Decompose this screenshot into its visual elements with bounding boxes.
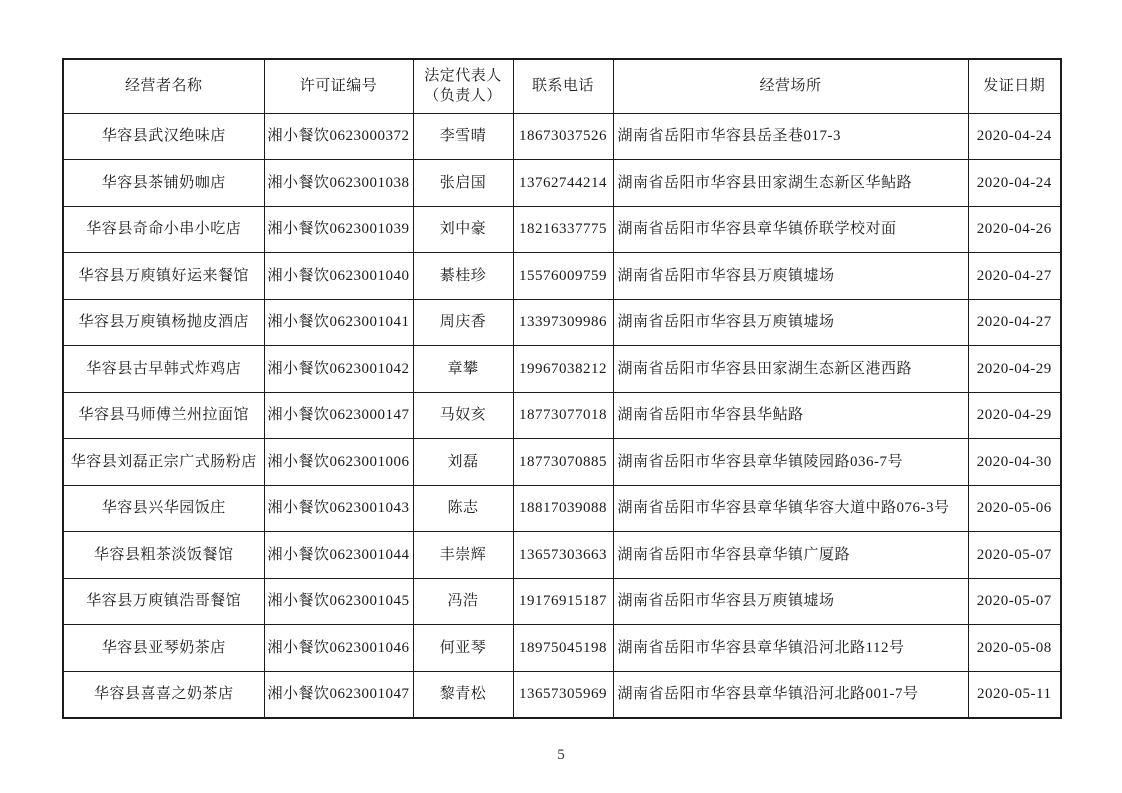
table-cell-legal_rep: 陈志	[413, 485, 513, 532]
table-cell-name: 华容县兴华园饭庄	[63, 485, 264, 532]
table-cell-phone: 18817039088	[513, 485, 613, 532]
table-row	[63, 578, 1061, 625]
page-number: 5	[557, 747, 565, 763]
table-cell-address: 湖南省岳阳市华容县章华镇陵园路036-7号	[613, 439, 968, 486]
table-row	[63, 299, 1061, 346]
table-row	[63, 113, 1061, 160]
table-cell-phone: 18975045198	[513, 625, 613, 672]
table-cell-name: 华容县粗茶淡饭餐馆	[63, 532, 264, 579]
table-cell-issue_date: 2020-04-27	[968, 253, 1061, 300]
table-cell-issue_date: 2020-04-27	[968, 299, 1061, 346]
table-cell-name: 华容县万庾镇浩哥餐馆	[63, 578, 264, 625]
table-cell-name: 华容县亚琴奶茶店	[63, 625, 264, 672]
table-cell-license: 湘小餐饮0623001040	[264, 253, 413, 300]
table-row	[63, 253, 1061, 300]
table-header-row	[63, 59, 1061, 113]
table-cell-license: 湘小餐饮0623001046	[264, 625, 413, 672]
table-cell-name: 华容县奇命小串小吃店	[63, 206, 264, 253]
column-header-legal_rep: 法定代表人（负责人）	[413, 59, 513, 113]
table-cell-issue_date: 2020-05-11	[968, 671, 1061, 718]
table-cell-address: 湖南省岳阳市华容县华鲇路	[613, 392, 968, 439]
table-cell-address: 湖南省岳阳市华容县章华镇沿河北路001-7号	[613, 671, 968, 718]
table-row	[63, 625, 1061, 672]
table-cell-address: 湖南省岳阳市华容县万庾镇墟场	[613, 253, 968, 300]
table-cell-issue_date: 2020-05-08	[968, 625, 1061, 672]
table-cell-license: 湘小餐饮0623001042	[264, 346, 413, 393]
table-cell-license: 湘小餐饮0623000147	[264, 392, 413, 439]
column-header-name: 经营者名称	[63, 59, 264, 113]
table-cell-license: 湘小餐饮0623001047	[264, 671, 413, 718]
table-cell-phone: 13762744214	[513, 160, 613, 207]
table-cell-issue_date: 2020-05-06	[968, 485, 1061, 532]
table-cell-legal_rep: 冯浩	[413, 578, 513, 625]
table-cell-legal_rep: 张启国	[413, 160, 513, 207]
table-cell-legal_rep: 黎青松	[413, 671, 513, 718]
table-cell-license: 湘小餐饮0623001045	[264, 578, 413, 625]
table-cell-address: 湖南省岳阳市华容县岳圣巷017-3	[613, 113, 968, 160]
table-cell-address: 湖南省岳阳市华容县章华镇沿河北路112号	[613, 625, 968, 672]
table-cell-license: 湘小餐饮0623001043	[264, 485, 413, 532]
table-row	[63, 160, 1061, 207]
table-cell-license: 湘小餐饮0623001038	[264, 160, 413, 207]
table-cell-license: 湘小餐饮0623001044	[264, 532, 413, 579]
table-cell-name: 华容县万庾镇好运来餐馆	[63, 253, 264, 300]
table-cell-phone: 18673037526	[513, 113, 613, 160]
table-cell-legal_rep: 刘磊	[413, 439, 513, 486]
table-cell-address: 湖南省岳阳市华容县田家湖生态新区华鲇路	[613, 160, 968, 207]
table-cell-legal_rep: 刘中豪	[413, 206, 513, 253]
table-cell-name: 华容县古早韩式炸鸡店	[63, 346, 264, 393]
table-cell-phone: 19967038212	[513, 346, 613, 393]
table-cell-name: 华容县马师傅兰州拉面馆	[63, 392, 264, 439]
column-header-address: 经营场所	[613, 59, 968, 113]
table-cell-issue_date: 2020-04-24	[968, 160, 1061, 207]
table-cell-issue_date: 2020-05-07	[968, 578, 1061, 625]
table-cell-issue_date: 2020-04-26	[968, 206, 1061, 253]
table-cell-name: 华容县茶铺奶咖店	[63, 160, 264, 207]
table-row	[63, 485, 1061, 532]
table-cell-license: 湘小餐饮0623001006	[264, 439, 413, 486]
table-cell-issue_date: 2020-04-29	[968, 346, 1061, 393]
table-cell-license: 湘小餐饮0623000372	[264, 113, 413, 160]
table-cell-legal_rep: 丰崇辉	[413, 532, 513, 579]
table-cell-issue_date: 2020-04-24	[968, 113, 1061, 160]
table-cell-address: 湖南省岳阳市华容县万庾镇墟场	[613, 578, 968, 625]
table-cell-address: 湖南省岳阳市华容县田家湖生态新区港西路	[613, 346, 968, 393]
table-row	[63, 671, 1061, 718]
table-cell-legal_rep: 章攀	[413, 346, 513, 393]
license-registry-table	[62, 58, 1062, 719]
table-cell-address: 湖南省岳阳市华容县章华镇侨联学校对面	[613, 206, 968, 253]
table-row	[63, 392, 1061, 439]
table-cell-name: 华容县刘磊正宗广式肠粉店	[63, 439, 264, 486]
table-cell-legal_rep: 马奴亥	[413, 392, 513, 439]
table-cell-name: 华容县喜喜之奶茶店	[63, 671, 264, 718]
table-cell-phone: 19176915187	[513, 578, 613, 625]
table-cell-legal_rep: 周庆香	[413, 299, 513, 346]
table-cell-name: 华容县武汉绝味店	[63, 113, 264, 160]
table-cell-legal_rep: 李雪晴	[413, 113, 513, 160]
table-cell-phone: 18773077018	[513, 392, 613, 439]
table-header	[63, 59, 1061, 113]
table-cell-address: 湖南省岳阳市华容县章华镇华容大道中路076-3号	[613, 485, 968, 532]
table-cell-address: 湖南省岳阳市华容县章华镇广厦路	[613, 532, 968, 579]
table-cell-issue_date: 2020-05-07	[968, 532, 1061, 579]
table-cell-phone: 13397309986	[513, 299, 613, 346]
table-cell-phone: 18773070885	[513, 439, 613, 486]
table-cell-phone: 15576009759	[513, 253, 613, 300]
table-cell-license: 湘小餐饮0623001039	[264, 206, 413, 253]
column-header-license: 许可证编号	[264, 59, 413, 113]
table-cell-address: 湖南省岳阳市华容县万庾镇墟场	[613, 299, 968, 346]
table-cell-license: 湘小餐饮0623001041	[264, 299, 413, 346]
table-cell-phone: 13657305969	[513, 671, 613, 718]
table-row	[63, 532, 1061, 579]
table-row	[63, 206, 1061, 253]
table-cell-phone: 18216337775	[513, 206, 613, 253]
table-cell-issue_date: 2020-04-29	[968, 392, 1061, 439]
table-cell-name: 华容县万庾镇杨抛皮酒店	[63, 299, 264, 346]
table-cell-legal_rep: 綦桂珍	[413, 253, 513, 300]
table-row	[63, 439, 1061, 486]
table-cell-phone: 13657303663	[513, 532, 613, 579]
column-header-issue_date: 发证日期	[968, 59, 1061, 113]
table-row	[63, 346, 1061, 393]
column-header-phone: 联系电话	[513, 59, 613, 113]
table-cell-legal_rep: 何亚琴	[413, 625, 513, 672]
table-body	[63, 113, 1061, 718]
table-cell-issue_date: 2020-04-30	[968, 439, 1061, 486]
